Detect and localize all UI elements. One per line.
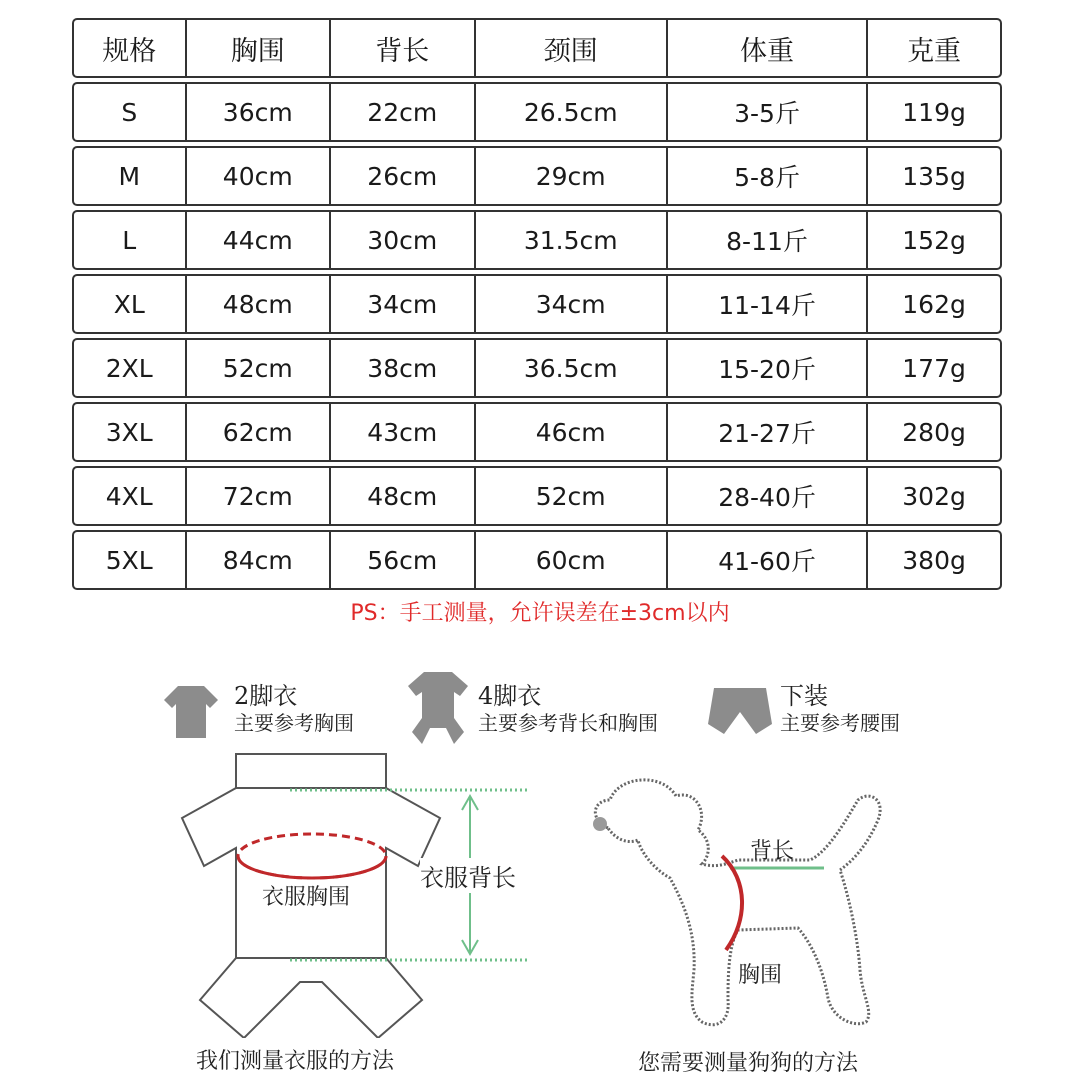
table-cell: 8-11斤 <box>666 210 866 270</box>
table-cell: M <box>72 146 185 206</box>
table-row <box>72 402 1002 462</box>
dog-back-label: 背长 <box>750 839 795 864</box>
table-cell: 5-8斤 <box>666 146 866 206</box>
table-cell: 380g <box>866 530 1002 590</box>
table-cell: 36cm <box>185 82 330 142</box>
legend-4-leg-title: 4脚衣 <box>478 682 542 710</box>
table-cell: 60cm <box>474 530 666 590</box>
table-cell: 43cm <box>329 402 474 462</box>
pants-icon <box>706 682 774 738</box>
table-cell: 2XL <box>72 338 185 398</box>
table-cell: XL <box>72 274 185 334</box>
table-cell: 34cm <box>474 274 666 334</box>
table-cell: 302g <box>866 466 1002 526</box>
table-cell: 84cm <box>185 530 330 590</box>
table-cell: 48cm <box>329 466 474 526</box>
table-cell: 11-14斤 <box>666 274 866 334</box>
table-cell: 280g <box>866 402 1002 462</box>
table-cell: 46cm <box>474 402 666 462</box>
table-cell: 40cm <box>185 146 330 206</box>
legend-pants-desc: 主要参考腰围 <box>780 711 900 735</box>
table-cell: 41-60斤 <box>666 530 866 590</box>
table-cell: 28-40斤 <box>666 466 866 526</box>
table-cell: 34cm <box>329 274 474 334</box>
table-cell: 119g <box>866 82 1002 142</box>
table-cell: 26.5cm <box>474 82 666 142</box>
table-cell: 30cm <box>329 210 474 270</box>
table-cell: 152g <box>866 210 1002 270</box>
table-row <box>72 146 1002 206</box>
table-row <box>72 530 1002 590</box>
table-cell: S <box>72 82 185 142</box>
table-cell: 44cm <box>185 210 330 270</box>
table-cell: 3-5斤 <box>666 82 866 142</box>
size-chart-table <box>72 14 1002 594</box>
table-cell: 72cm <box>185 466 330 526</box>
table-cell: 21-27斤 <box>666 402 866 462</box>
table-cell: 162g <box>866 274 1002 334</box>
table-cell: 52cm <box>474 466 666 526</box>
table-cell: 62cm <box>185 402 330 462</box>
measurement-note: PS：手工测量，允许误差在±3cm以内 <box>350 601 730 626</box>
table-row <box>72 82 1002 142</box>
table-header-cell: 克重 <box>866 18 1002 78</box>
four-leg-suit-icon <box>404 668 472 746</box>
garment-chest-label: 衣服胸围 <box>262 885 351 910</box>
dog-chest-label: 胸围 <box>738 963 783 988</box>
table-header-cell: 颈围 <box>474 18 666 78</box>
table-header-cell: 胸围 <box>185 18 330 78</box>
table-cell: 22cm <box>329 82 474 142</box>
table-cell: 26cm <box>329 146 474 206</box>
table-cell: 5XL <box>72 530 185 590</box>
table-header-cell: 规格 <box>72 18 185 78</box>
table-cell: 177g <box>866 338 1002 398</box>
dog-caption: 您需要测量狗狗的方法 <box>638 1051 859 1076</box>
table-cell: 3XL <box>72 402 185 462</box>
legend-2-leg-desc: 主要参考胸围 <box>234 711 354 735</box>
legend-2-leg-title: 2脚衣 <box>234 682 298 710</box>
table-cell: 4XL <box>72 466 185 526</box>
table-row <box>72 466 1002 526</box>
garment-measure-diagram <box>170 748 550 1038</box>
table-row <box>72 274 1002 334</box>
table-header-cell: 体重 <box>666 18 866 78</box>
legend-4-leg-desc: 主要参考背长和胸围 <box>478 711 658 735</box>
table-cell: 135g <box>866 146 1002 206</box>
table-row <box>72 210 1002 270</box>
table-row <box>72 338 1002 398</box>
table-cell: 15-20斤 <box>666 338 866 398</box>
table-header-row <box>72 18 1002 78</box>
table-cell: 31.5cm <box>474 210 666 270</box>
table-cell: 29cm <box>474 146 666 206</box>
two-leg-shirt-icon <box>160 682 222 740</box>
table-cell: 56cm <box>329 530 474 590</box>
garment-caption: 我们测量衣服的方法 <box>196 1049 395 1074</box>
table-cell: L <box>72 210 185 270</box>
garment-back-label: 衣服背长 <box>420 858 516 893</box>
table-header-cell: 背长 <box>329 18 474 78</box>
table-cell: 36.5cm <box>474 338 666 398</box>
table-cell: 38cm <box>329 338 474 398</box>
legend-pants-title: 下装 <box>780 682 828 710</box>
table-cell: 52cm <box>185 338 330 398</box>
table-cell: 48cm <box>185 274 330 334</box>
dog-measure-diagram <box>578 760 918 1040</box>
